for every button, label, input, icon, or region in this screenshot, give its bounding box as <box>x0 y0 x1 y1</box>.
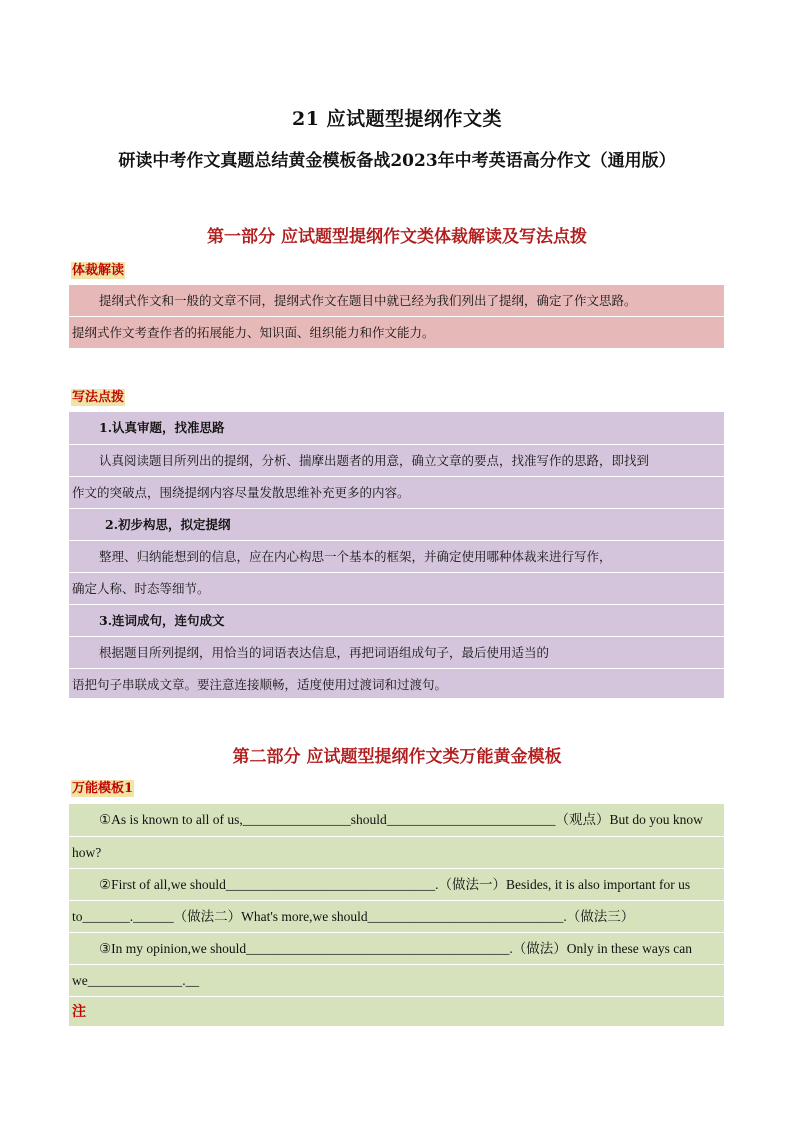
document-title: 21 应试题型提纲作文类 <box>291 108 503 130</box>
tip-heading: 1.认真审题，找准思路 <box>99 420 225 435</box>
tips-label: 写法点拨 <box>72 390 125 405</box>
template-line: ①As is known to all of us,________________should_________________________（观点）But do you know <box>99 812 703 827</box>
tip-heading: 3.连词成句，连句成文 <box>69 604 724 636</box>
template-label: 万能模板1 <box>72 781 134 796</box>
template-line: to_______.______（做法二）What's more,we should_____________________________.（做法三） <box>69 900 724 932</box>
template-line: we______________.__ <box>69 964 724 996</box>
part2-title: 第二部分 应试题型提纲作文类万能黄金模板 <box>232 747 562 767</box>
template-box <box>69 804 724 1026</box>
genre-box <box>69 285 724 348</box>
template-line: ②First of all,we should_______________________________.（做法一）Besides, it is also important for us <box>69 868 724 900</box>
tip-line: 作文的突破点，围绕提纲内容尽量发散思维补充更多的内容。 <box>69 476 724 508</box>
tip-line: 确定人称、时态等细节。 <box>69 572 724 604</box>
tips-box <box>69 412 724 698</box>
template-line: ③In my opinion,we should_______________________________________.（做法）Only in these ways can <box>69 932 724 964</box>
template-line: how? <box>69 836 724 868</box>
genre-label: 体裁解读 <box>72 263 125 278</box>
note-label: 注 <box>72 1005 86 1020</box>
tip-line: 认真阅读题目所列出的提纲，分析、揣摩出题者的用意，确立文章的要点，找准写作的思路，即找到 <box>69 444 724 476</box>
document-subtitle: 研读中考作文真题总结黄金模板备战2023年中考英语高分作文（通用版） <box>118 151 676 171</box>
tip-heading: 2.初步构思，拟定提纲 <box>69 508 724 540</box>
template-note-row <box>69 996 724 1027</box>
tip-line: 根据题目所列提纲，用恰当的词语表达信息，再把词语组成句子，最后使用适当的 <box>69 636 724 668</box>
part1-title: 第一部分 应试题型提纲作文类体裁解读及写法点拨 <box>207 227 587 247</box>
genre-line: 提纲式作文和一般的文章不同，提纲式作文在题目中就已经为我们列出了提纲，确定了作文思路。 <box>99 293 637 308</box>
genre-line: 提纲式作文考查作者的拓展能力、知识面、组织能力和作文能力。 <box>69 316 724 348</box>
tip-line: 整理、归纳能想到的信息，应在内心构思一个基本的框架，并确定使用哪种体裁来进行写作， <box>69 540 724 572</box>
tip-line: 语把句子串联成文章。要注意连接顺畅，适度使用过渡词和过渡句。 <box>69 668 724 699</box>
